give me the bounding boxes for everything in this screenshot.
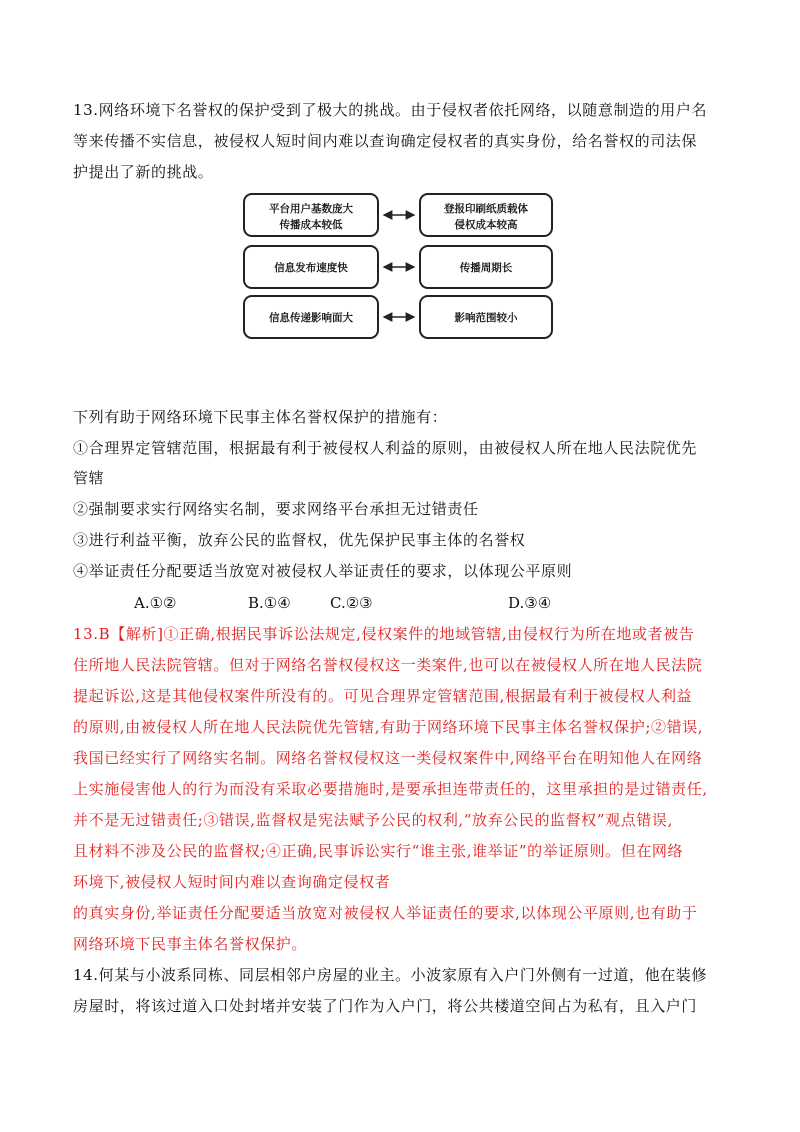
q13-option-a: A.①② [134, 594, 177, 612]
q13-answer-line: 的真实身份,举证责任分配要适当放宽对被侵权人举证责任的要求,以体现公平原则,也有助于 [73, 904, 698, 922]
q13-answer-line: 环境下,被侵权人短时间内难以查询确定侵权者 [73, 873, 391, 891]
diagram-left-box-1-line-1: 平台用户基数庞大 [269, 203, 353, 215]
q14-stem-line: 14.何某与小波系同栋、同层相邻户房屋的业主。小波家原有入户门外侧有一过道，他在装修 [73, 966, 708, 984]
q13-answer-line: 住所地人民法院管辖。但对于网络名誉权侵权这一类案件,也可以在被侵权人所在地人民法院 [73, 656, 703, 674]
q13-item: ①合理界定管辖范围，根据最有利于被侵权人利益的原则，由被侵权人所在地人民法院优先 [73, 439, 698, 457]
q13-answer-line: 我国已经实行了网络实名制。网络名誉权侵权这一类侵权案件中,网络平台在明知他人在网络 [73, 749, 703, 767]
diagram-left-box-2-line-1: 信息发布速度快 [274, 262, 348, 274]
q13-answer-line: 且材料不涉及公民的监督权;④正确,民事诉讼实行“谁主张,谁举证”的举证原则。但在网络 [73, 842, 684, 860]
q13-answer-line: 网络环境下民事主体名誉权保护。 [73, 935, 308, 953]
q13-prompt: 下列有助于网络环境下民事主体名誉权保护的措施有： [73, 408, 448, 426]
q13-answer-line: 13.B【解析]①正确,根据民事诉讼法规定,侵权案件的地域管辖,由侵权行为所在地或者被告 [73, 625, 695, 643]
q13-answer-line: 并不是无过错责任;③错误,监督权是宪法赋予公民的权利,“放弃公民的监督权”观点错误, [73, 811, 673, 829]
q13-stem-line: 等来传播不实信息，被侵权人短时间内难以查询确定侵权者的真实身份，给名誉权的司法保 [73, 132, 698, 150]
q13-stem-line: 护提出了新的挑战。 [73, 163, 214, 181]
q13-item: ④举证责任分配要适当放宽对被侵权人举证责任的要求，以体现公平原则 [73, 562, 573, 580]
q13-item: ③进行利益平衡，放弃公民的监督权，优先保护民事主体的名誉权 [73, 531, 526, 549]
q13-answer-line: 的原则,由被侵权人所在地人民法院优先管辖,有助于网络环境下民事主体名誉权保护;②错误, [73, 718, 704, 736]
diagram-right-box-2-line-1: 传播周期长 [459, 262, 513, 274]
diagram-right-box-1-line-2: 侵权成本较高 [454, 219, 518, 231]
diagram-right-box-1-line-1: 登报印刷纸质载体 [444, 203, 528, 215]
q13-option-d: D.③④ [508, 594, 552, 612]
q13-answer-line: 提起诉讼,这是其他侵权案件所没有的。可见合理界定管辖范围,根据最有利于被侵权人利益 [73, 687, 693, 705]
q13-option-c: C.②③ [330, 594, 373, 612]
diagram-right-box-3-line-1: 影响范围较小 [454, 312, 518, 324]
q13-answer-line: 上实施侵害他人的行为而没有采取必要措施时,是要承担连带责任的，这里承担的是过错责任, [73, 780, 708, 798]
diagram-left-box-3-line-1: 信息传递影响面大 [269, 312, 353, 324]
comparison-diagram [238, 188, 558, 344]
q13-item: 管辖 [73, 469, 105, 487]
q13-item: ②强制要求实行网络实名制，要求网络平台承担无过错责任 [73, 500, 479, 518]
q13-stem-line: 13.网络环境下名誉权的保护受到了极大的挑战。由于侵权者依托网络，以随意制造的用户名 [73, 101, 708, 119]
diagram-left-box-1-line-2: 传播成本较低 [279, 219, 343, 231]
q13-option-b: B.①④ [248, 594, 291, 612]
q14-stem-line: 房屋时，将该过道入口处封堵并安装了门作为入户门，将公共楼道空间占为私有，且入户门 [73, 997, 698, 1015]
